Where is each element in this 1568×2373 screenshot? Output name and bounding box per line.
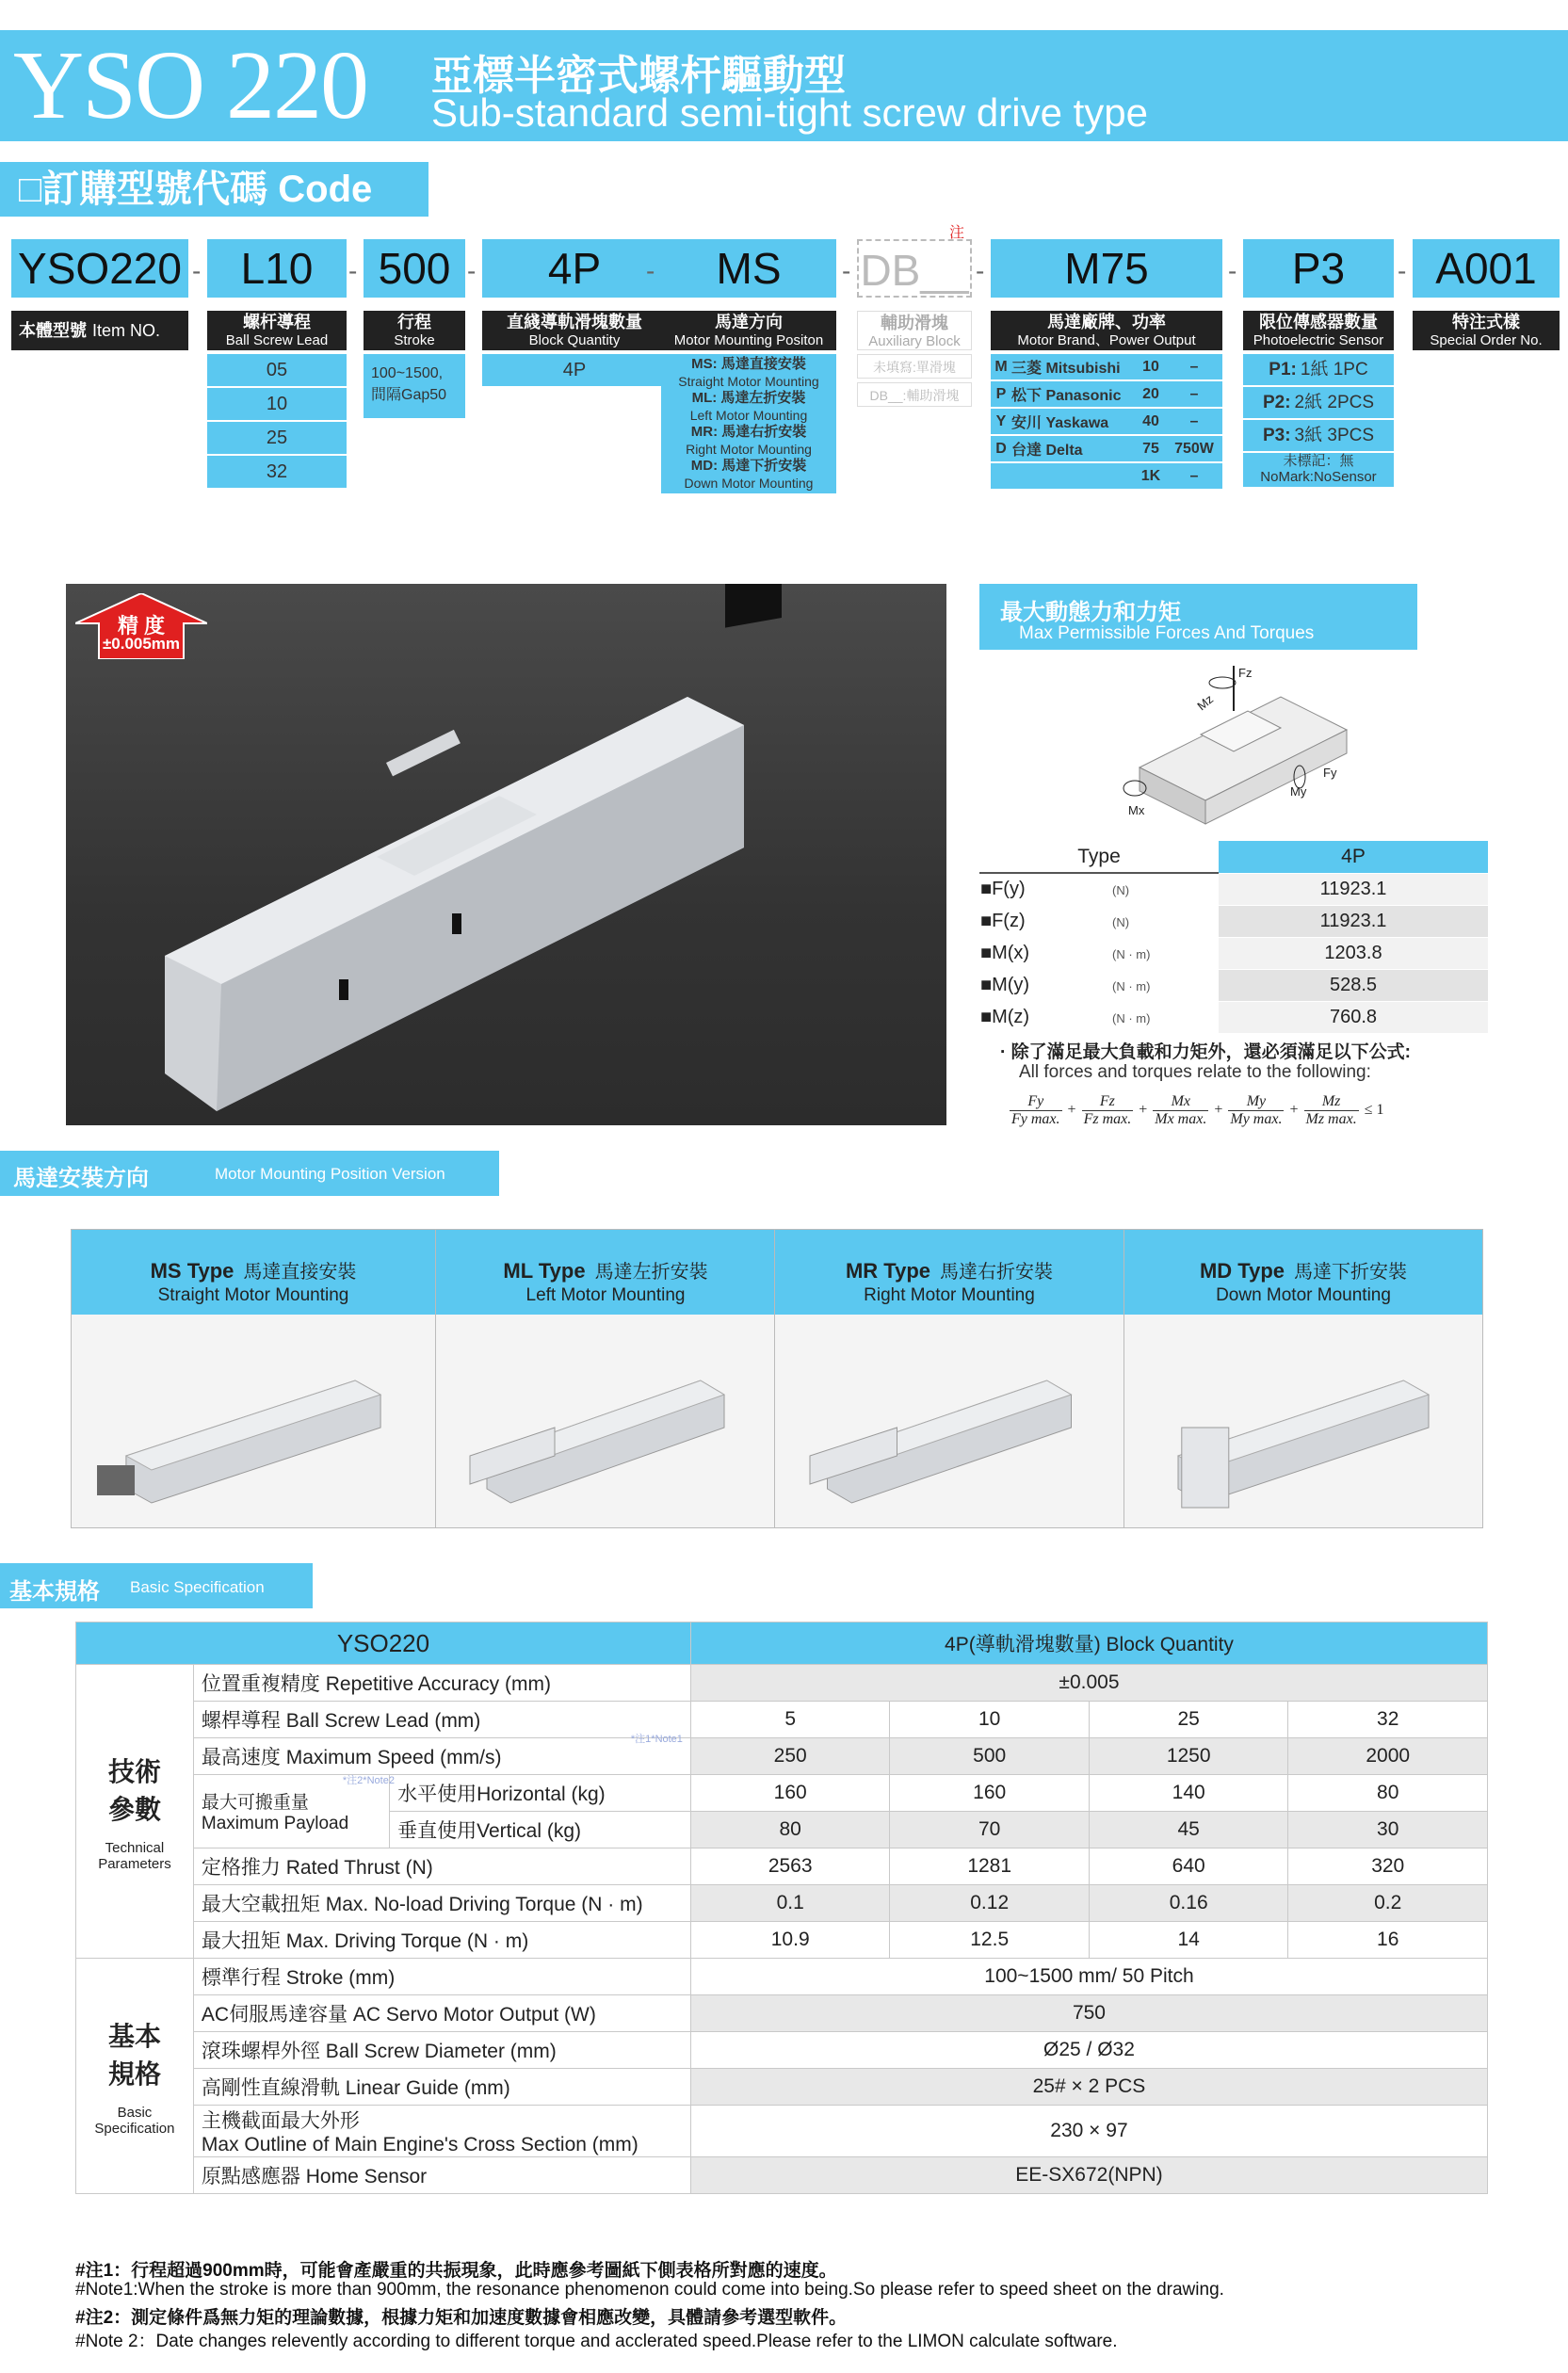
actuator-thumbnail: [72, 1315, 435, 1522]
spec-value: 70: [890, 1812, 1090, 1848]
formula-end: ≤ 1: [1364, 1102, 1384, 1118]
spec-value: 80: [1288, 1775, 1488, 1812]
diagram-label-fy: Fy: [1323, 766, 1337, 780]
group-en-line: Technical: [105, 1839, 165, 1856]
sensor-val: 2紙 2PCS: [1294, 393, 1375, 412]
group-zh: 技術: [107, 1756, 161, 1786]
sensor-key: P1:: [1269, 360, 1297, 379]
brand-power: 75: [1142, 440, 1159, 457]
mount-type: [72, 1230, 435, 1283]
spec-value: 320: [1288, 1848, 1488, 1885]
label-zh: 滾珠螺桿外徑 Ball Screw Diameter (mm): [201, 2041, 557, 2062]
type-code: MD Type: [1199, 1259, 1285, 1283]
label-zh: 最大可搬重量: [201, 1793, 309, 1813]
sensor-val: 1紙 1PC: [1300, 360, 1368, 379]
force-unit: (N · m): [1112, 947, 1151, 961]
type-zh: 馬達直接安裝: [243, 1262, 357, 1283]
label-en: Item NO.: [92, 321, 161, 340]
brand-key: P: [995, 385, 1007, 402]
spec-sublabel: 垂直使用Vertical (kg): [390, 1812, 691, 1848]
spec-value: 1281: [890, 1848, 1090, 1885]
group-en-line: Specification: [94, 2120, 175, 2137]
code-label-7: 限位傳感器數量 Photoelectric Sensor: [1243, 311, 1394, 350]
force-value: 11923.1: [1219, 906, 1488, 938]
spec-value: 160: [690, 1775, 890, 1812]
code-box-2: 500: [364, 239, 465, 298]
spec-value: 2563: [690, 1848, 890, 1885]
separator: -: [646, 256, 655, 285]
spec-value: 750: [690, 1995, 1487, 2032]
mount-card-mr: [774, 1229, 1124, 1528]
force-row: [979, 1002, 1488, 1034]
label-en: Photoelectric Sensor: [1253, 332, 1384, 348]
sensor-key: P3:: [1262, 426, 1291, 445]
type-en: Right Motor Mounting: [864, 1285, 1035, 1305]
actuator-thumbnail: [1124, 1315, 1482, 1522]
formula-plus: +: [1214, 1102, 1223, 1118]
brand-row: [991, 354, 1222, 379]
note1-mark: *注1*Note1: [630, 1734, 683, 1745]
label-en: Ball Screw Lead: [225, 332, 329, 348]
force-row: [979, 873, 1488, 906]
brand-power2: 750W: [1174, 440, 1214, 457]
spec-head: [76, 1622, 1488, 1665]
spec-group-technical: [76, 1665, 194, 1959]
brand-name: 三菱 Mitsubishi: [1011, 361, 1121, 377]
spec-value: 140: [1089, 1775, 1288, 1812]
spec-value: 230 × 97: [690, 2106, 1487, 2157]
code-box-8: A001: [1413, 239, 1560, 298]
spec-value: 10.9: [690, 1922, 890, 1959]
mount-card-caption: [1124, 1230, 1482, 1315]
formula-term: [1010, 1093, 1062, 1128]
sensor-val: 3紙 3PCS: [1294, 426, 1375, 445]
label-en: Motor Brand、Power Output: [1017, 332, 1196, 348]
spec-label: 定格推力 Rated Thrust (N): [193, 1848, 690, 1885]
denominator: My max.: [1230, 1110, 1283, 1127]
group-zh: 規格: [107, 2058, 161, 2089]
force-value: 1203.8: [1219, 938, 1488, 970]
force-value: 528.5: [1219, 970, 1488, 1002]
forces-table: [979, 841, 1488, 1034]
stroke-option: [364, 354, 465, 418]
actuator-thumbnail: [775, 1315, 1123, 1522]
mount-type: [436, 1230, 775, 1283]
actuator-thumbnail: [436, 1315, 775, 1522]
formula-term: [1304, 1093, 1359, 1128]
motor-dir-options: [661, 354, 836, 493]
forces-title-bar: [979, 584, 1417, 650]
separator: -: [1228, 256, 1237, 285]
spec-value: 500: [890, 1738, 1090, 1775]
label-en: Max Outline of Main Engine's Cross Section (mm): [201, 2134, 639, 2155]
code-label-4: 馬達方向 Motor Mounting Positon: [661, 311, 836, 350]
spec-label: [193, 1959, 690, 1995]
mount-title-bar: [0, 1151, 499, 1196]
formula: [1010, 1087, 1384, 1134]
brand-power: 20: [1142, 385, 1159, 402]
separator: -: [842, 256, 851, 285]
dir-zh: ML: 馬達左折安裝: [691, 390, 806, 406]
stroke-line: 間隔Gap50: [371, 387, 447, 403]
code-box-3: 4P: [482, 239, 667, 298]
type-code: MR Type: [845, 1259, 931, 1283]
numerator: Fy: [1027, 1092, 1044, 1109]
lead-option: 10: [207, 388, 347, 420]
label-zh: AC伺服馬達容量 AC Servo Motor Output (W): [201, 2004, 596, 2026]
spec-row: [76, 2069, 1488, 2106]
type-zh: 馬達左折安裝: [594, 1262, 708, 1283]
brand-name: 松下 Panasonic: [1011, 388, 1122, 404]
spec-row: [76, 1702, 1488, 1738]
type-en: Down Motor Mounting: [1216, 1285, 1391, 1305]
spec-value: 80: [690, 1812, 890, 1848]
note-2-en: #Note 2：Date changes relevently according to different torque and acclerated speed.Please refer to the LIMON calculate software.: [75, 2332, 1118, 2351]
numerator: Fz: [1099, 1092, 1115, 1109]
brand-name: 安川 Yaskawa: [1011, 415, 1109, 431]
code-label-5: 輔助滑塊 Auxiliary Block: [857, 311, 972, 350]
product-photo: [66, 584, 946, 1125]
brand-power: 10: [1142, 358, 1159, 375]
dir-zh: MS: 馬達直接安裝: [691, 356, 806, 372]
brand-name: 台達 Delta: [1011, 443, 1083, 459]
dir-en: Straight Motor Mounting: [678, 374, 819, 389]
spec-value: 10: [890, 1702, 1090, 1738]
numerator: Mz: [1321, 1092, 1341, 1109]
sensor-key: P2:: [1262, 393, 1291, 412]
force-label: ■F(y): [980, 879, 1026, 899]
title-en: Sub-standard semi-tight screw drive type: [431, 90, 1148, 135]
group-en: [84, 1840, 186, 1872]
separator: -: [1398, 256, 1407, 285]
model-title: YSO 220: [13, 31, 368, 139]
formula-term: [1082, 1093, 1134, 1128]
force-unit: (N): [1112, 883, 1130, 897]
separator: -: [976, 256, 985, 285]
spec-label: [193, 1775, 395, 1848]
denominator: Mz max.: [1305, 1110, 1357, 1127]
brand-power2: –: [1189, 467, 1199, 484]
label-zh: 高剛性直線滑軌 Linear Guide (mm): [201, 2077, 510, 2099]
forces-title-en: Max Permissible Forces And Torques: [1019, 623, 1315, 643]
lead-option: 05: [207, 354, 347, 386]
type-code: ML Type: [503, 1259, 586, 1283]
spec-value: 0.12: [890, 1885, 1090, 1922]
spec-value: 640: [1089, 1848, 1288, 1885]
spec-row: [76, 1959, 1488, 1995]
spec-block: 4P(導軌滑塊數量) Block Quantity: [690, 1622, 1487, 1665]
brand-key: Y: [995, 412, 1007, 429]
spec-value: 30: [1288, 1812, 1488, 1848]
spec-value: 160: [890, 1775, 1090, 1812]
brand-power2: –: [1189, 358, 1199, 375]
spec-value: 0.16: [1089, 1885, 1288, 1922]
label-zh: 原點感應器 Home Sensor: [201, 2166, 428, 2187]
code-section-title: □訂購型號代碼 Code: [0, 162, 428, 217]
spec-table: [75, 1622, 1488, 2194]
spec-value: 32: [1288, 1702, 1488, 1738]
dir-en: Down Motor Mounting: [684, 476, 814, 491]
precision-badge: [75, 593, 207, 659]
forces-head-4p: 4P: [1219, 841, 1488, 873]
mount-card-caption: [436, 1230, 775, 1315]
force-row: [979, 970, 1488, 1002]
brand-power: 40: [1142, 412, 1159, 429]
diagram-label-mx: Mx: [1128, 803, 1145, 817]
diagram-label-mz: Mz: [1194, 691, 1217, 714]
brand-row: [991, 463, 1222, 489]
denominator: Fz max.: [1083, 1110, 1132, 1127]
spec-value: 0.2: [1288, 1885, 1488, 1922]
force-label: ■M(x): [980, 943, 1030, 963]
spec-value: 0.1: [690, 1885, 890, 1922]
force-name: [979, 906, 1219, 938]
spec-title-zh: 基本規格: [9, 1579, 100, 1605]
spec-value: 12.5: [890, 1922, 1090, 1959]
label-zh: 本體型號: [19, 321, 87, 340]
stroke-line: 100~1500,: [371, 365, 444, 381]
force-row: [979, 938, 1488, 970]
numerator: My: [1246, 1092, 1267, 1109]
force-label: ■M(y): [980, 975, 1030, 995]
separator: -: [467, 256, 477, 285]
label-en: Maximum Payload: [201, 1814, 349, 1833]
type-zh: 馬達右折安裝: [940, 1262, 1054, 1283]
spec-row: [76, 1848, 1488, 1885]
force-name: [979, 938, 1219, 970]
denominator: Mx max.: [1155, 1110, 1207, 1127]
dir-zh: MR: 馬達右折安裝: [690, 424, 807, 440]
brand-key: D: [995, 440, 1007, 457]
mount-card-ml: [435, 1229, 776, 1528]
type-en: Left Motor Mounting: [525, 1285, 686, 1305]
spec-row: [76, 1995, 1488, 2032]
nosensor-option: [1243, 453, 1394, 487]
title-zh: 亞標半密式螺杆驅動型: [431, 53, 846, 99]
spec-label: [193, 1995, 690, 2032]
brand-row: [991, 409, 1222, 434]
group-en-line: Basic: [117, 2104, 153, 2121]
forces-title-zh: 最大動態力和力矩: [1000, 600, 1181, 625]
spec-row: [76, 1885, 1488, 1922]
code-label-0: [11, 311, 188, 350]
spec-sublabel: 水平使用Horizontal (kg): [390, 1775, 691, 1812]
force-name: [979, 873, 1219, 906]
spec-value: 100~1500 mm/ 50 Pitch: [690, 1959, 1487, 1995]
nomark-en: NoMark:NoSensor: [1260, 469, 1377, 485]
aux-option: 未填寫:單滑塊: [857, 354, 972, 379]
lead-option: 32: [207, 456, 347, 488]
spec-value: 45: [1089, 1812, 1288, 1848]
spec-value: 16: [1288, 1922, 1488, 1959]
force-unit: (N): [1112, 915, 1130, 929]
spec-value: 250: [690, 1738, 890, 1775]
spec-label: 最大空載扭矩 Max. No-load Driving Torque (N · m): [193, 1885, 690, 1922]
code-label-6: 馬達廠牌、功率 Motor Brand、Power Output: [991, 311, 1222, 350]
spec-label: 最大扭矩 Max. Driving Torque (N · m): [193, 1922, 690, 1959]
label-en: Block Quantity: [528, 332, 621, 348]
force-row: [979, 906, 1488, 938]
dir-en: Right Motor Mounting: [686, 442, 812, 457]
force-value: 11923.1: [1219, 873, 1488, 906]
mount-card-caption: [72, 1230, 435, 1315]
brand-key: M: [994, 358, 1008, 375]
label-zh: 主機截面最大外形: [201, 2110, 360, 2132]
spec-value: Ø25 / Ø32: [690, 2032, 1487, 2069]
spec-row: [76, 1665, 1488, 1702]
spec-label: [193, 2069, 690, 2106]
aux-option: DB__:輔助滑塊: [857, 382, 972, 407]
spec-row: [76, 1775, 1488, 1812]
spec-label: 最高速度 Maximum Speed (mm/s) *注1*Note1: [193, 1738, 690, 1775]
note-1-zh: #注1：行程超過900mm時，可能會產嚴重的共振現象，此時應參考圖紙下側表格所對應的速度。: [75, 2261, 837, 2281]
force-label: ■M(z): [980, 1007, 1030, 1027]
mount-card-ms: [71, 1229, 436, 1528]
precision-value: ±0.005mm: [102, 635, 181, 653]
code-label-3: 直綫導軌滑塊數量 Block Quantity: [482, 311, 667, 350]
spec-label: 螺桿導程 Ball Screw Lead (mm): [193, 1702, 690, 1738]
spec-row: [76, 1922, 1488, 1959]
force-name: [979, 1002, 1219, 1034]
spec-label: [193, 2157, 690, 2194]
block-option: 4P: [482, 354, 667, 386]
code-box-1: L10: [207, 239, 347, 298]
linear-actuator-image: [66, 584, 946, 1125]
spec-value: 14: [1089, 1922, 1288, 1959]
mount-type: [775, 1230, 1123, 1283]
label-en: Auxiliary Block: [868, 333, 961, 349]
formula-term: [1153, 1093, 1208, 1128]
mount-card-caption: [775, 1230, 1123, 1315]
sensor-option: [1243, 354, 1394, 385]
nomark-zh: 未標記：無: [1283, 453, 1354, 469]
code-box-5: DB__ 注: [857, 239, 972, 298]
mount-type: [1124, 1230, 1482, 1283]
group-en: [84, 2105, 186, 2137]
mount-title-en: Motor Mounting Position Version: [215, 1165, 445, 1183]
diagram-label-my: My: [1290, 784, 1307, 799]
note2-mark: *注2*Note2: [342, 1775, 395, 1786]
spec-value: ±0.005: [690, 1665, 1487, 1702]
mount-card-md: [1123, 1229, 1483, 1528]
formula-term: [1228, 1093, 1284, 1128]
brand-row: [991, 436, 1222, 461]
code-box-0: YSO220: [11, 239, 188, 298]
force-value: 760.8: [1219, 1002, 1488, 1034]
spec-group-basic: [76, 1959, 194, 2194]
brand-power2: –: [1189, 385, 1199, 402]
header-banner: [0, 30, 1568, 141]
spec-row: [76, 2106, 1488, 2157]
mount-title-zh: 馬達安裝方向: [13, 1166, 149, 1191]
spec-row: [76, 2157, 1488, 2194]
spec-value: 25: [1089, 1702, 1288, 1738]
type-en: Straight Motor Mounting: [157, 1285, 349, 1305]
code-label-8: 特注式樣 Special Order No.: [1413, 311, 1560, 350]
label-en: Special Order No.: [1430, 332, 1543, 348]
sensor-option: [1243, 387, 1394, 418]
sensor-option: [1243, 420, 1394, 451]
code-box-6: M75: [991, 239, 1222, 298]
force-unit: (N · m): [1112, 979, 1151, 993]
type-code: MS Type: [150, 1259, 234, 1283]
group-en-line: Parameters: [98, 1855, 171, 1872]
code-box-4: MS: [661, 239, 836, 298]
brand-power2: –: [1189, 412, 1199, 429]
spec-label: 位置重複精度 Repetitive Accuracy (mm): [193, 1665, 690, 1702]
forces-head-type: Type: [979, 841, 1219, 873]
separator: -: [348, 256, 358, 285]
spec-label: [193, 2106, 690, 2157]
formula-plus: +: [1289, 1102, 1299, 1118]
spec-value: 5: [690, 1702, 890, 1738]
force-name: [979, 970, 1219, 1002]
code-label-1: 螺杆導程 Ball Screw Lead: [207, 311, 347, 350]
dir-zh: MD: 馬達下折安裝: [690, 458, 807, 474]
denominator: Fy max.: [1011, 1110, 1060, 1127]
code-box-7: P3: [1243, 239, 1394, 298]
diagram-label-fz: Fz: [1238, 666, 1253, 680]
spec-row: [76, 2032, 1488, 2069]
numerator: Mx: [1171, 1092, 1191, 1109]
spec-label: [193, 2032, 690, 2069]
lead-option: 25: [207, 422, 347, 454]
spec-value: EE-SX672(NPN): [690, 2157, 1487, 2194]
group-zh: 參數: [107, 1794, 161, 1824]
force-unit: (N · m): [1112, 1011, 1151, 1025]
spec-title-en: Basic Specification: [130, 1578, 265, 1596]
dir-en: Left Motor Mounting: [689, 408, 808, 423]
force-axes-diagram: [1111, 654, 1356, 829]
precision-label: 精 度: [117, 614, 166, 638]
spec-model: YSO220: [76, 1622, 691, 1665]
spec-value: 2000: [1288, 1738, 1488, 1775]
type-zh: 馬達下折安裝: [1294, 1262, 1408, 1283]
note-2-zh: #注2：測定條件爲無力矩的理論數據，根據力矩和加速度數據會相應改變，具體請參考選型軟件。: [75, 2308, 848, 2328]
group-zh: 基本: [107, 2021, 161, 2051]
label-en: Motor Mounting Positon: [673, 332, 824, 348]
note-1-en: #Note1:When the stroke is more than 900mm, the resonance phenomenon could come into being.So please refer to speed sheet on the drawing.: [75, 2280, 1224, 2300]
force-label: ■F(z): [980, 911, 1026, 931]
brand-power: 1K: [1140, 467, 1161, 484]
separator: -: [192, 256, 202, 285]
note-mark: 注: [948, 225, 964, 241]
brand-row: [991, 381, 1222, 407]
spec-row: [76, 1738, 1488, 1775]
label-en: Stroke: [394, 332, 435, 348]
spec-value: 1250: [1089, 1738, 1288, 1775]
label-zh: 標準行程 Stroke (mm): [201, 1967, 396, 1989]
code-label-2: 行程 Stroke: [364, 311, 465, 350]
formula-plus: +: [1067, 1102, 1076, 1118]
spec-value: 25# × 2 PCS: [690, 2069, 1487, 2106]
formula-zh: · 除了滿足最大負載和力矩外，還必須滿足以下公式:: [1000, 1042, 1411, 1062]
formula-plus: +: [1139, 1102, 1148, 1118]
spec-title-bar: [0, 1563, 313, 1608]
formula-en: All forces and torques relate to the following:: [1019, 1062, 1371, 1082]
